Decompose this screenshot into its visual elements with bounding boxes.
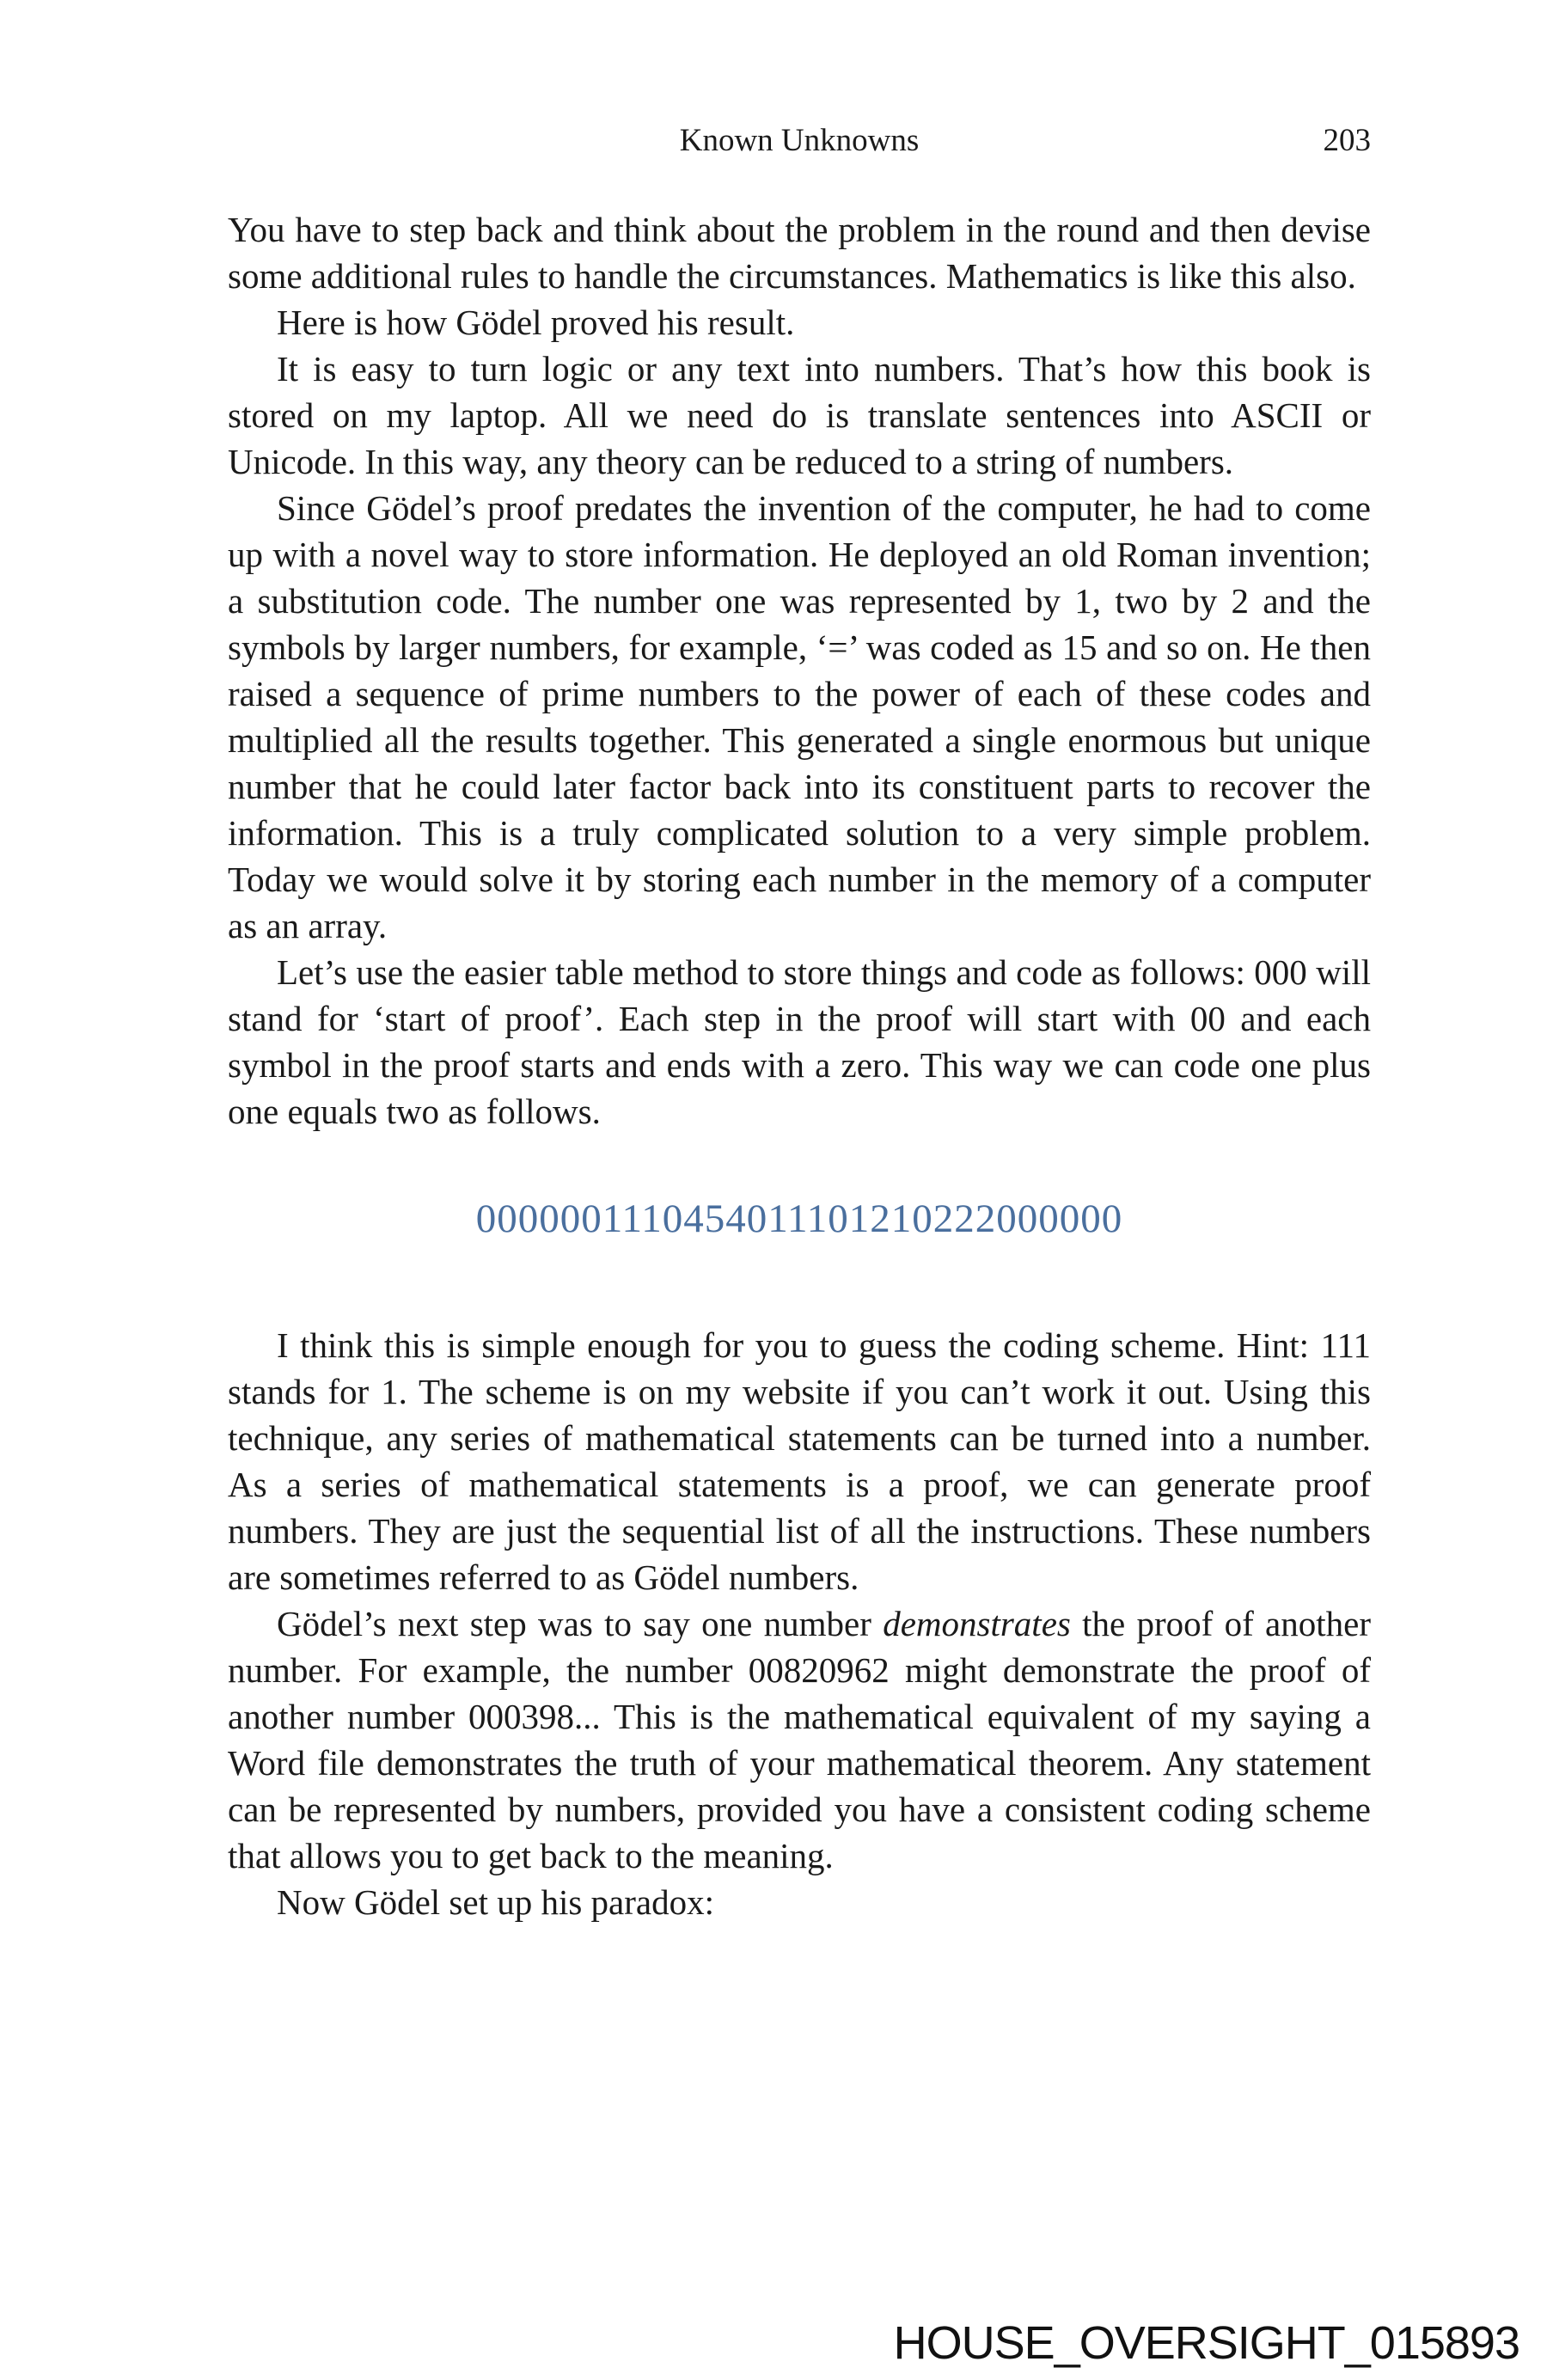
italic-word: demonstrates	[883, 1604, 1071, 1643]
paragraph: Here is how Gödel proved his result.	[277, 303, 795, 342]
paragraph-text: the proof of another number. For example, the number 00820962 might demonstrate the proof of another number 000398... This is the mathematical equivalent of my saying a Word file demonstrates the truth of your mathematical theorem. Any statement can be represented by numbers, provided you have a consistent coding scheme that allows you to get back to the meaning.	[228, 1604, 1371, 1875]
paragraph: Since Gödel’s proof predates the invention of the computer, he had to come up with a novel way to store information. He deployed an old Roman invention; a substitution code. The number one was represented by 1, two by 2 and the symbols by larger numbers, for example, ‘=’ was coded as 15 and so on. He then raised a sequence of prime numbers to the power of each of these codes and multiplied all the results together. This generated a single enormous but unique number that he could later factor back into its constituent parts to recover the information. This is a truly complicated solution to a very simple problem. Today we would solve it by storing each number in the memory of a computer as an array.	[228, 488, 1371, 945]
godel-number-code: 0000001110454011101210222000000	[475, 1196, 1123, 1241]
page-number: 203	[1323, 123, 1371, 158]
page-header	[228, 120, 1371, 163]
paragraph: It is easy to turn logic or any text into numbers. That’s how this book is stored on my laptop. All we need do is translate sentences into ASCII or Unicode. In this way, any theory can be reduced to a string of numbers.	[228, 349, 1371, 481]
paragraph-continuation: You have to step back and think about the problem in the round and then devise some additional rules to handle the circumstances. Mathematics is like this also.	[228, 210, 1371, 296]
paragraph: I think this is simple enough for you to guess the coding scheme. Hint: 111 stands for 1. The scheme is on my website if you can’t work it out. Using this technique, any series of mathematical statements can be turned into a number. As a series of mathematical statements is a proof, we can generate proof numbers. They are just the sequential list of all the instructions. These numbers are sometimes referred to as Gödel numbers.	[228, 1325, 1371, 1597]
paragraph-with-italic	[228, 1600, 1371, 1879]
paragraph-text: Gödel’s next step was to say one number	[277, 1604, 884, 1643]
bates-stamp: HOUSE_OVERSIGHT_015893	[893, 2317, 1519, 2369]
paragraph: Let’s use the easier table method to store things and code as follows: 000 will stand for ‘start of proof’. Each step in the proof will start with 00 and each symbol in the proof starts and ends with a zero. This way we can code one plus one equals two as follows.	[228, 952, 1371, 1131]
running-head-title: Known Unknowns	[679, 123, 920, 158]
paragraph: Now Gödel set up his paradox:	[277, 1882, 714, 1922]
body-text	[228, 206, 1371, 1925]
